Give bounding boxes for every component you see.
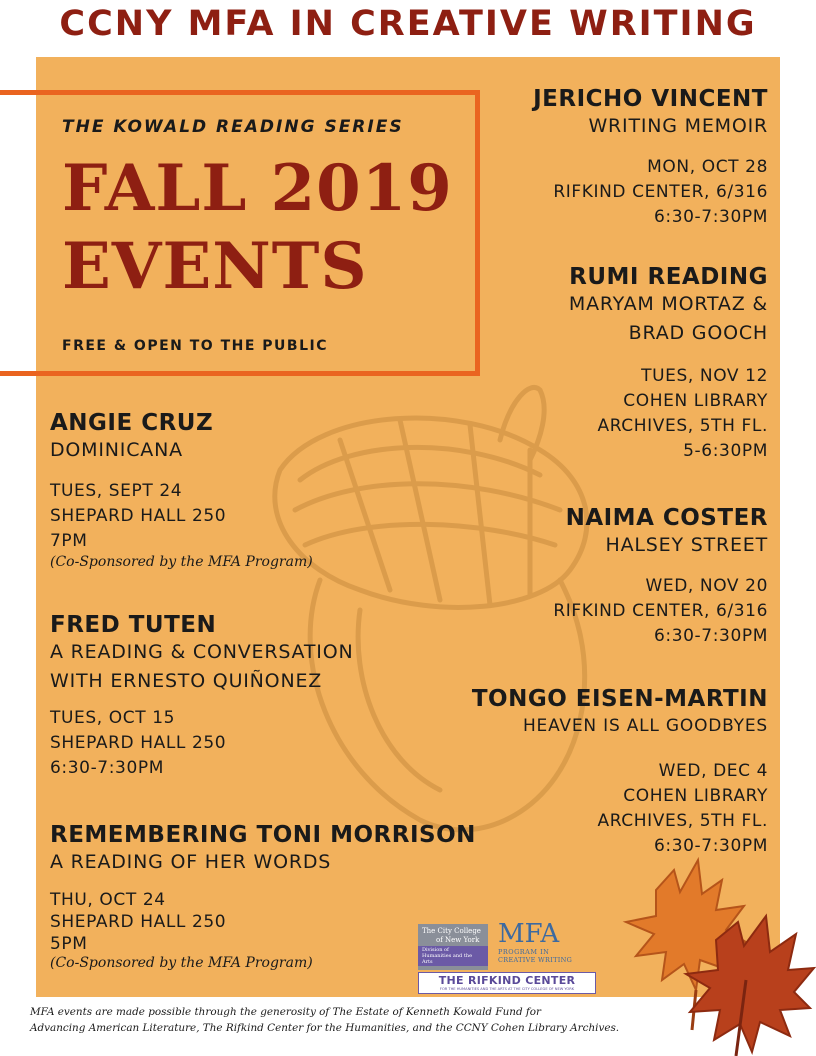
ccny-logo-line: Division of <box>422 947 449 953</box>
event-time: 6:30-7:30PM <box>50 758 165 778</box>
event-time: 6:30-7:30PM <box>653 836 768 856</box>
event-location: COHEN LIBRARY <box>623 391 768 411</box>
title-line-1: FALL 2019 <box>62 151 453 226</box>
event-location: SHEPARD HALL 250 <box>50 506 227 526</box>
event-time: 7PM <box>50 531 88 551</box>
event-date: THU, OCT 24 <box>50 890 166 910</box>
event-date: TUES, OCT 15 <box>50 708 176 728</box>
event-time: 5-6:30PM <box>683 441 768 461</box>
fall-events-title <box>62 150 453 306</box>
event-subtitle: A READING & CONVERSATION <box>50 641 354 663</box>
event-cosponsor-note: (Co-Sponsored by the MFA Program) <box>50 554 313 570</box>
event-date: TUES, NOV 12 <box>641 366 768 386</box>
event-name: RUMI READING <box>569 264 768 290</box>
footer-line-1: MFA events are made possible through the generosity of The Estate of Kenneth Kowald Fund for <box>30 1006 541 1018</box>
event-name: FRED TUTEN <box>50 612 217 638</box>
rifkind-logo-sub: FOR THE HUMANITIES AND THE ARTS AT THE CITY COLLEGE OF NEW YORK <box>439 987 575 991</box>
event-subtitle: DOMINICANA <box>50 439 183 461</box>
event-name: JERICHO VINCENT <box>533 86 768 112</box>
mfa-logo-line: CREATIVE WRITING <box>498 956 573 964</box>
event-time: 6:30-7:30PM <box>653 207 768 227</box>
event-date: MON, OCT 28 <box>647 157 768 177</box>
event-date: WED, NOV 20 <box>645 576 768 596</box>
event-location-2: ARCHIVES, 5TH FL. <box>597 416 768 436</box>
event-naima-coster <box>553 505 768 649</box>
event-subtitle: HALSEY STREET <box>605 534 768 556</box>
event-name: NAIMA COSTER <box>565 505 768 531</box>
event-fred-tuten <box>50 612 353 781</box>
title-line-2: EVENTS <box>62 229 368 304</box>
series-name: THE KOWALD READING SERIES <box>62 117 404 137</box>
rifkind-center-logo <box>418 972 596 994</box>
event-subtitle: A READING OF HER WORDS <box>50 851 332 873</box>
event-location: RIFKIND CENTER, 6/316 <box>553 182 768 202</box>
event-location: COHEN LIBRARY <box>623 786 768 806</box>
event-time: 5PM <box>50 934 88 954</box>
event-location: SHEPARD HALL 250 <box>50 912 227 932</box>
ccny-logo <box>418 924 488 970</box>
event-date: WED, DEC 4 <box>658 761 768 781</box>
event-subtitle: MARYAM MORTAZ & <box>568 293 768 315</box>
event-location: RIFKIND CENTER, 6/316 <box>553 601 768 621</box>
event-location: SHEPARD HALL 250 <box>50 733 227 753</box>
ccny-logo-line: Humanities and the Arts <box>422 953 473 965</box>
event-jericho-vincent <box>533 86 768 230</box>
mfa-logo <box>498 920 594 964</box>
ccny-logo-line: of New York <box>436 936 480 944</box>
event-angie-cruz <box>50 410 313 570</box>
event-subtitle-2: WITH ERNESTO QUIÑONEZ <box>50 670 323 692</box>
footer-line-2: Advancing American Literature, The Rifkind Center for the Humanities, and the CCNY Cohen Library Archives. <box>30 1022 620 1034</box>
mfa-logo-text: MFA <box>498 919 560 949</box>
event-cosponsor-note: (Co-Sponsored by the MFA Program) <box>50 955 313 971</box>
event-name: ANGIE CRUZ <box>50 410 214 436</box>
event-name: REMEMBERING TONI MORRISON <box>50 822 476 848</box>
free-admission-note: FREE & OPEN TO THE PUBLIC <box>62 338 328 354</box>
event-subtitle-2: BRAD GOOCH <box>628 322 768 344</box>
page-title: CCNY MFA IN CREATIVE WRITING <box>59 4 757 44</box>
event-toni-morrison <box>50 822 476 971</box>
event-location-2: ARCHIVES, 5TH FL. <box>597 811 768 831</box>
event-date: TUES, SEPT 24 <box>50 481 183 501</box>
event-subtitle: WRITING MEMOIR <box>588 115 768 137</box>
event-time: 6:30-7:30PM <box>653 626 768 646</box>
sponsor-logos <box>418 919 598 996</box>
footer-credits <box>30 1004 670 1036</box>
event-name: TONGO EISEN-MARTIN <box>471 686 768 712</box>
ccny-logo-line: The City College <box>422 927 481 935</box>
event-rumi-reading <box>569 264 768 464</box>
mfa-logo-line: PROGRAM IN <box>498 948 550 956</box>
rifkind-logo-text: THE RIFKIND CENTER <box>438 974 576 987</box>
event-subtitle: HEAVEN IS ALL GOODBYES <box>522 716 768 736</box>
